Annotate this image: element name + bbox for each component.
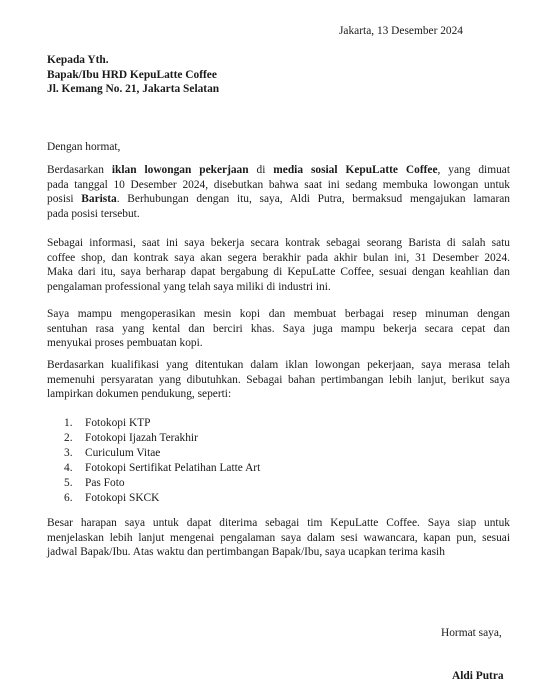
- attachment-list: [64, 416, 260, 507]
- paragraph-1-line-1: Berdasarkan iklan lowongan pekerjaan di media sosial KepuLatte Coffee, yang dimuat: [47, 164, 510, 176]
- paragraph-5-line-2: menjelaskan lebih lanjut mengenai pengalaman saya dalam sesi wawancara, kapan pun, sesuai: [47, 531, 510, 544]
- paragraph-3-line-1: Saya mampu mengoperasikan mesin kopi dan membuat berbagai resep minuman dengan: [47, 308, 510, 320]
- paragraph-1: [47, 163, 510, 221]
- paragraph-3-line-2: sentuhan rasa yang kental dan berciri khas. Saya juga mampu bekerja secara cepat dan: [47, 322, 510, 335]
- paragraph-1-line-4: pada posisi tersebut.: [47, 207, 140, 220]
- list-item: 6. Fotokopi SKCK: [64, 492, 160, 505]
- paragraph-2-line-4: pengalaman professional yang telah saya miliki di industri ini.: [47, 280, 331, 293]
- paragraph-3: [47, 307, 510, 351]
- paragraph-5-line-3: jadwal Bapak/Ibu. Atas waktu dan pertimbangan Bapak/Ibu, saya ucapkan terima kasih: [47, 546, 445, 559]
- recipient-line-2: Bapak/Ibu HRD KepuLatte Coffee: [47, 68, 217, 81]
- paragraph-2-line-3: Maka dari itu, saya berharap dapat bergabung di KepuLatte Coffee, sesuai dengan keahlian dan: [47, 266, 510, 279]
- paragraph-4-line-1: Berdasarkan kualifikasi yang ditentukan dalam iklan lowongan pekerjaan, saya merasa telah: [47, 359, 510, 371]
- recipient-line-1: Kepada Yth.: [47, 54, 109, 66]
- job-ad-emphasis: iklan lowongan pekerjaan: [111, 164, 249, 176]
- list-item: 3. Curiculum Vitae: [64, 447, 161, 460]
- letter-date: Jakarta, 13 Desember 2024: [339, 25, 463, 37]
- social-media-emphasis: media sosial KepuLatte Coffee: [273, 164, 438, 176]
- closing: Hormat saya,: [441, 627, 502, 639]
- paragraph-5-line-1: Besar harapan saya untuk dapat diterima sebagai tim KepuLatte Coffee. Saya siap untuk: [47, 517, 510, 529]
- position-emphasis: Barista: [81, 193, 117, 206]
- recipient-line-3: Jl. Kemang No. 21, Jakarta Selatan: [47, 83, 220, 96]
- list-item: 5. Pas Foto: [64, 477, 125, 490]
- paragraph-4-line-3: lampirkan dokumen pendukung, seperti:: [47, 388, 232, 401]
- paragraph-4-line-2: memenuhi persyaratan yang dibutuhkan. Sebagai bahan pertimbangan lebih lanjut, berikut saya: [47, 373, 510, 386]
- list-item: 2. Fotokopi Ijazah Terakhir: [64, 432, 198, 445]
- paragraph-2: [47, 236, 510, 294]
- paragraph-2-line-2: coffee shop, dan kontrak saya akan segera berakhir pada akhir bulan ini, 31 Desember 2024.: [47, 251, 510, 264]
- paragraph-1-line-2: pada tanggal 10 Desember 2024, disebutkan bahwa saat ini sedang membuka lowongan untuk: [47, 178, 510, 191]
- paragraph-3-line-3: menyukai proses pembuatan kopi.: [47, 337, 203, 350]
- paragraph-4: [47, 358, 510, 402]
- salutation: Dengan hormat,: [47, 141, 121, 153]
- paragraph-2-line-1: Sebagai informasi, saat ini saya bekerja secara kontrak sebagai seorang Barista di salah satu: [47, 237, 510, 249]
- paragraph-1-line-3: posisi Barista. Berhubungan dengan itu, saya, Aldi Putra, bermaksud mengajukan lamaran: [47, 193, 510, 206]
- list-item: 1. Fotokopi KTP: [64, 417, 151, 429]
- recipient-block: [47, 53, 219, 97]
- list-item: 4. Fotokopi Sertifikat Pelatihan Latte Art: [64, 462, 261, 475]
- signature-name: Aldi Putra: [452, 670, 504, 682]
- paragraph-5: [47, 516, 510, 560]
